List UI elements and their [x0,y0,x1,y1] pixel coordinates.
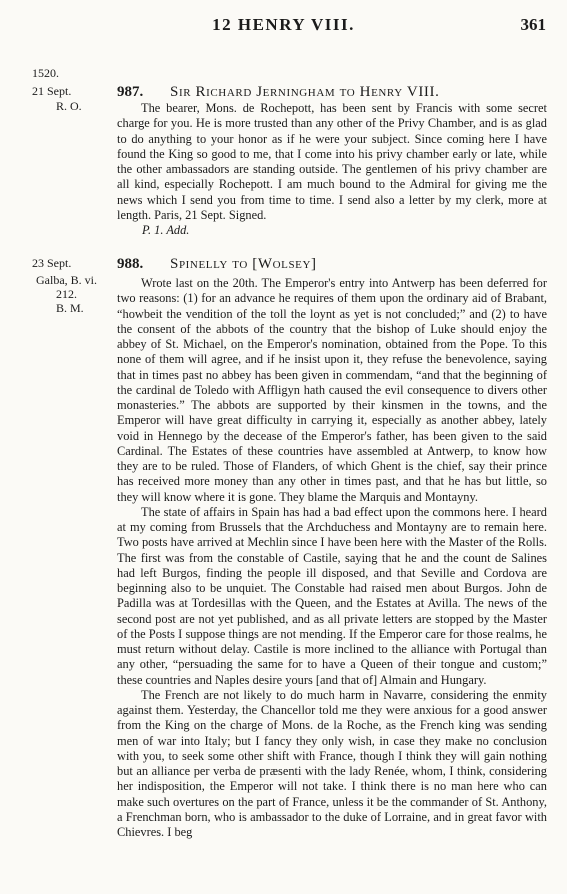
entry-987-source: R. O. [56,99,82,113]
entry-987-text: The bearer, Mons. de Rochepott, has been sent by Francis with some secret charge for you. He is more trusted than any other of the Privy Chamber, and is as glad to do anything to your honor as if he were your subject. Since coming here I have found the King so good to me, that I come into his privy chamber early or late, while the other ambassadors are standing outside. The gentlemen of his privy chamber are all kind, especially Rochepott. I am much bound to the Admiral for giving me the news which I send you from time to time. I send also a letter by my clerk, more at length. Paris, 21 Sept. Signed. [117,101,547,222]
page-number: 361 [520,15,546,34]
entry-987-body [117,101,547,238]
margin-year: 1520. [32,66,59,80]
entry-988-paragraph-3: The French are not likely to do much harm in Navarre, considering the enmity against them. Yesterday, the Chancellor told me they were anxious for a good answer from the King on the charge of Mons. de la Roche, as the French king was sending men of war into Italy; but I fancy they only wish, in case they make no conclusion with you, to seek some other shift with France, though I think they will gain nothing but an alliance per verba de præsenti with the lady Renée, whom, I think, considering her indisposition, the Emperor will not take. I think there is no man here who can make such overtures on the part of France, unless it be the commander of St. Anthony, a Frenchman born, who is ambassador to the duke of Lorraine, and in great favor with Chievres. I beg [117,687,547,839]
entry-988-number: 988. [117,256,144,272]
entry-987-title: Sir Richard Jerningham to Henry VIII. [170,84,440,100]
running-head: 12 HENRY VIII. [212,15,355,34]
entry-988-paragraph-1: Wrote last on the 20th. The Emperor's entry into Antwerp has been deferred for two reasons: (1) for an advance he requires of them upon the ordinary aid of Brabant, “howbeit the vendition of the toll the loynt as yet is not concluded;” and (2) to have the consent of the abbots of the country that the bishop of Luke should enjoy the abbey of St. Michael, on the Emperor's nomination, obtained from the Pope. To this none of them will agree, and if he insist upon it, they refuse the benevolence, saying that in times past no abbey has been given in commendam, “and that the beginning of the cardinal de Toledo with Affligyn hath caused the evil consequence to divers other monasteries.” The abbots are supported by their kinsmen in the towns, and the Emperor will have great difficulty in carrying it, especially as another abbey, lately void in Hennego by the decease of the Emperor's father, has been given to the said Cardinal. The Estates of these countries have assembled at Antwerp, to know how they are to be ruled. Those of Flanders, of which Ghent is the chief, say their prince has received more money than any other in times past, and that he has but little, so they will know where it is gone. They blame the Marquis and Montayny. [117,276,547,504]
entry-987-footer: P. 1. Add. [142,223,190,237]
entry-988-source-3: B. M. [56,301,84,315]
entry-988-paragraph-2: The state of affairs in Spain has had a bad effect upon the commons here. I heard at my coming from Brussels that the Archduchess and Montayny are to remain here. Two posts have arrived at Mechlin since I have been here with the Master of the Rolls. The first was from the constable of Castile, saying that he and the count de Salines had left Burgos, finding the people ill disposed, and that Seville and Cordova are beginning also to be unquiet. The Constable had raised men about Burgos. John de Padilla was at Tordesillas with the Queen, and the Estates at Avilla. The news of the second post are not yet published, and as all private letters are stopped by the Master of the Posts I suppose things are not mending. If the Emperor care for those realms, he must return without delay. Castile is more inclined to the alliance with Portugal than any other, “persuading the same for to have a Queen of their tongue and custom;” these countries and Naples desire yours [and that of] Almain and Hungary. [117,504,547,687]
entry-987-number: 987. [117,84,144,100]
entry-987-date: 21 Sept. [32,84,72,98]
entry-988-source-2: 212. [56,287,77,301]
entry-988-source-1: Galba, B. vi. [36,273,97,287]
entry-988-body [117,276,547,840]
entry-988-date: 23 Sept. [32,256,72,270]
entry-988-title: Spinelly to [Wolsey] [170,256,317,272]
